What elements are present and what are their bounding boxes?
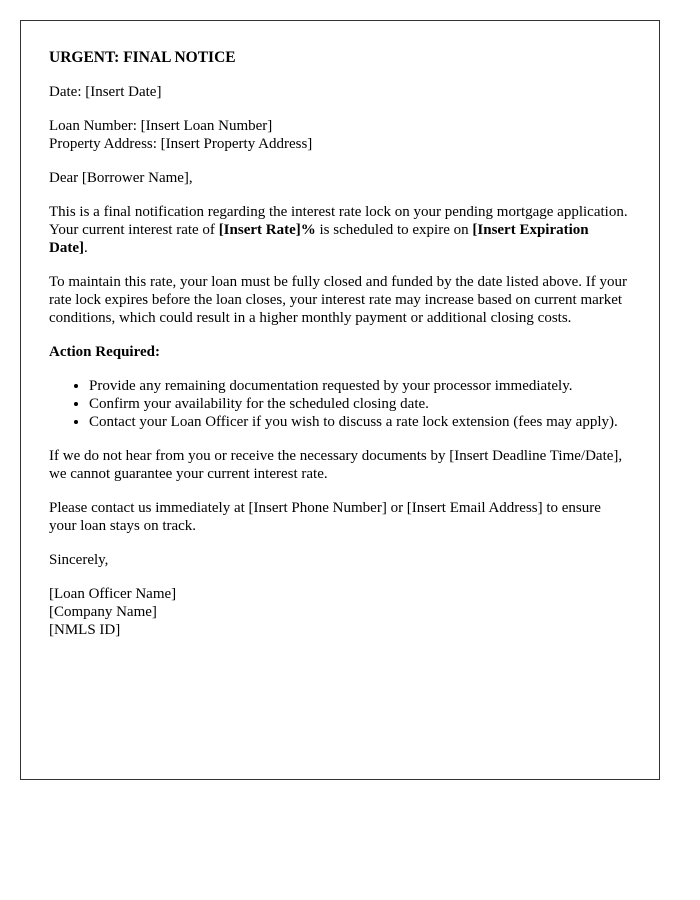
- date-line: Date: [Insert Date]: [49, 84, 162, 100]
- loan-officer-name: [Loan Officer Name]: [49, 586, 177, 602]
- salutation: Dear [Borrower Name],: [49, 170, 193, 186]
- rate-placeholder: [Insert Rate]%: [218, 222, 316, 238]
- loan-number-line: Loan Number: [Insert Loan Number]: [49, 118, 273, 134]
- action-item: • Provide any remaining documentation requested by your processor immediately.: [89, 377, 631, 395]
- expiration-date-placeholder: [Insert Expiration Date]: [49, 222, 589, 256]
- letter-document: [20, 20, 660, 780]
- closing: Sincerely,: [49, 552, 109, 568]
- signature-block: [49, 585, 631, 639]
- loan-details: [49, 117, 631, 153]
- rate-lock-text-3: .: [83, 240, 88, 256]
- maintain-rate-paragraph: To maintain this rate, your loan must be fully closed and funded by the date listed above. If your rate lock expires before the loan closes, your interest rate may increase based on current market conditions, which could result in a higher monthly payment or additional closing costs.: [49, 274, 627, 326]
- action-item: • Contact your Loan Officer if you wish to discuss a rate lock extension (fees may apply).: [89, 413, 631, 431]
- contact-paragraph: Please contact us immediately at [Insert Phone Number] or [Insert Email Address] to ensure your loan stays on track.: [49, 500, 601, 534]
- nmls-id: [NMLS ID]: [49, 622, 121, 638]
- rate-lock-paragraph: [49, 203, 631, 257]
- deadline-paragraph: If we do not hear from you or receive the necessary documents by [Insert Deadline Time/Date], we cannot guarantee your current interest rate.: [49, 448, 623, 482]
- property-address-line: Property Address: [Insert Property Address]: [49, 136, 313, 152]
- company-name: [Company Name]: [49, 604, 157, 620]
- action-item: • Confirm your availability for the scheduled closing date.: [89, 395, 631, 413]
- action-required-heading: Action Required:: [49, 344, 160, 360]
- notice-title: URGENT: FINAL NOTICE: [49, 49, 236, 66]
- rate-lock-text-1: This is a final notification regarding the interest rate lock on your pending mortgage application. Your current interest rate of: [49, 204, 628, 238]
- action-list: [49, 377, 631, 431]
- rate-lock-text-2: is scheduled to expire on: [315, 222, 473, 238]
